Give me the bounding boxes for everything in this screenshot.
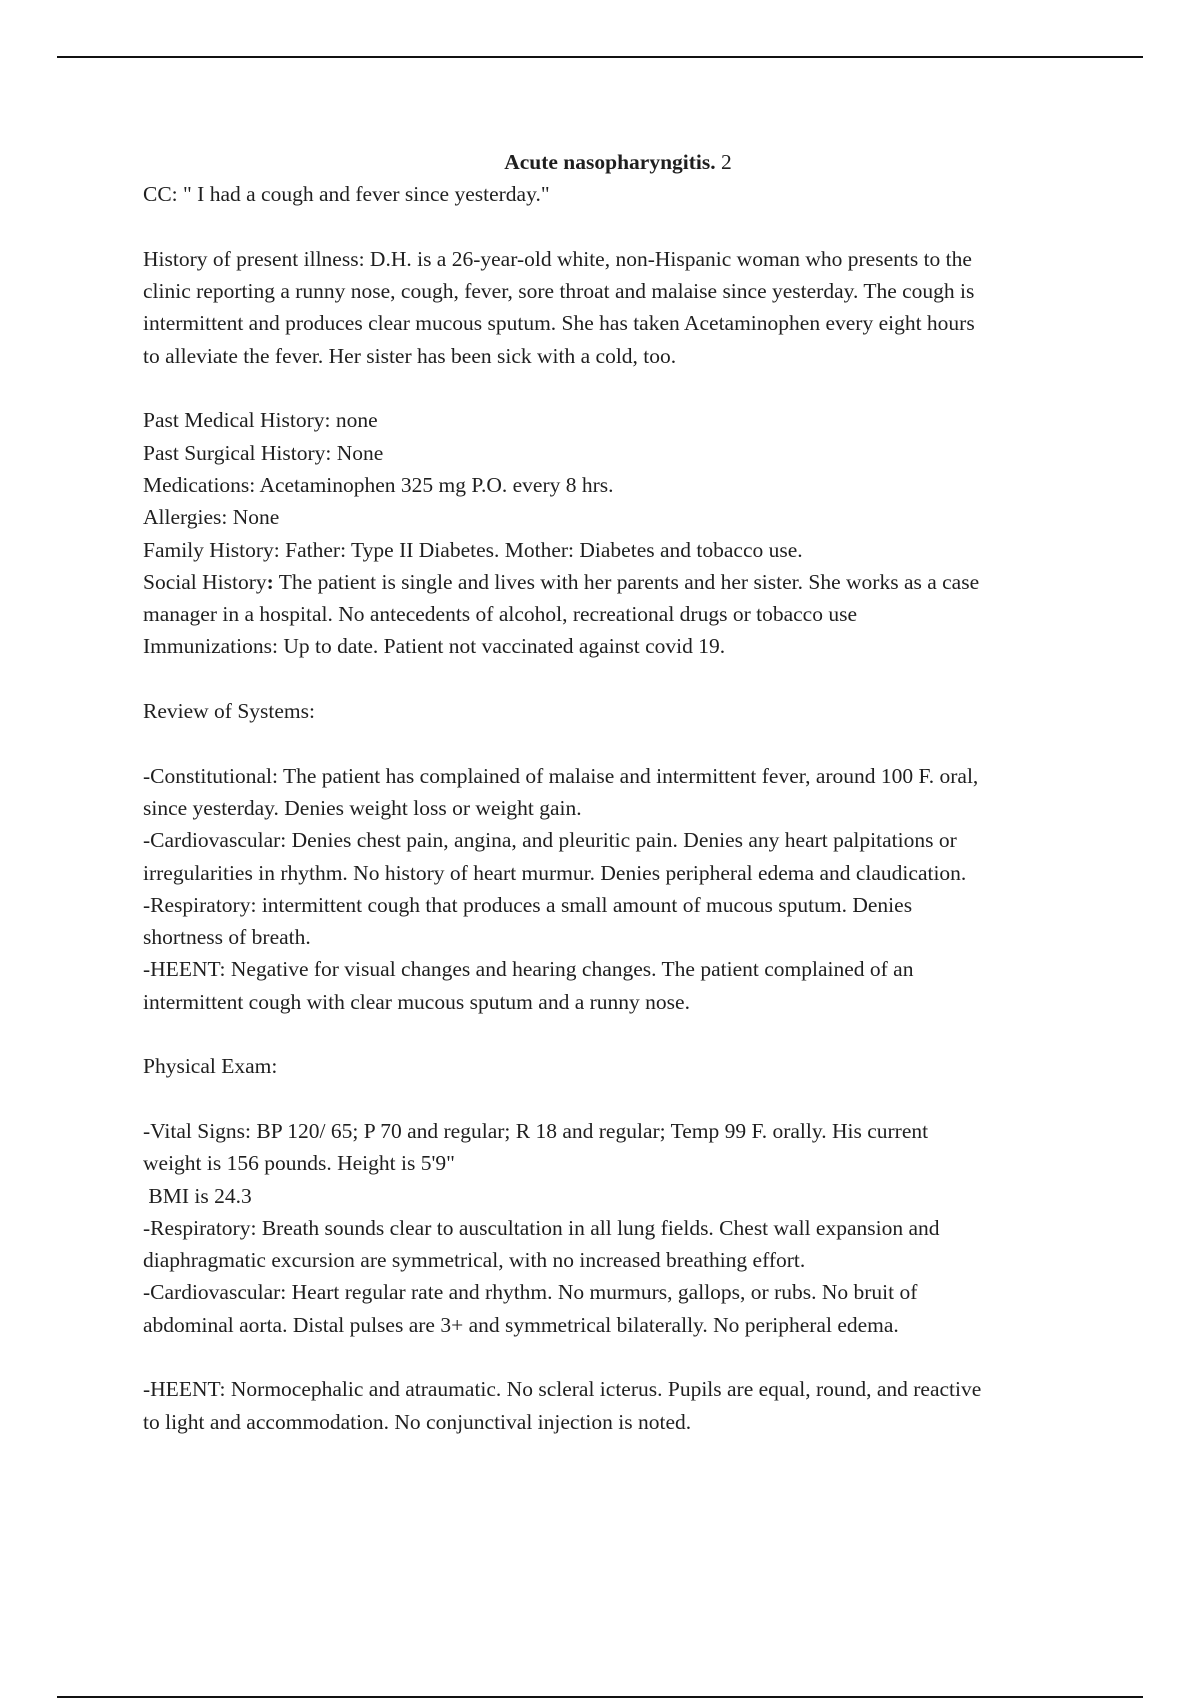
allergies: Allergies: None [143,505,280,530]
social-history-label: Social History [143,569,267,594]
physical-exam-heading: Physical Exam: [143,1054,278,1079]
history-of-present-illness [143,243,1093,372]
pe-line: weight is 156 pounds. Height is 5'9" [143,1151,455,1176]
social-history-colon: : [266,569,274,594]
past-surgical-history: Past Surgical History: None [143,440,384,465]
heent-exam [143,1373,1093,1438]
title-text: Acute nasopharyngitis. [504,150,716,174]
social-history-text: The patient is single and lives with her parents and her sister. She works as a case [273,569,980,594]
ros-heading: Review of Systems: [143,699,315,724]
medications: Medications: Acetaminophen 325 mg P.O. every 8 hrs. [143,472,614,497]
review-of-systems [143,760,1093,1018]
family-history: Family History: Father: Type II Diabetes. Mother: Diabetes and tobacco use. [143,537,803,562]
past-medical-history: Past Medical History: none [143,408,378,433]
ros-line: -HEENT: Negative for visual changes and hearing changes. The patient complained of an [143,957,914,982]
document-title [143,146,1093,178]
immunizations: Immunizations: Up to date. Patient not vaccinated against covid 19. [143,634,726,659]
social-history-continued: manager in a hospital. No antecedents of alcohol, recreational drugs or tobacco use [143,602,858,627]
hpi-line: intermittent and produces clear mucous sputum. She has taken Acetaminophen every eight hours [143,311,975,336]
physical-exam [143,1115,1093,1341]
hpi-line: clinic reporting a runny nose, cough, fever, sore throat and malaise since yesterday. The cough is [143,279,975,304]
chief-complaint: CC: " I had a cough and fever since yesterday." [143,182,550,207]
header-rule [57,56,1143,58]
pe-line: -Respiratory: Breath sounds clear to auscultation in all lung fields. Chest wall expansion and [143,1215,940,1240]
ros-line: irregularities in rhythm. No history of heart murmur. Denies peripheral edema and claudication. [143,860,967,885]
ros-line: shortness of breath. [143,925,311,950]
patient-history [143,404,1093,662]
pe-line: abdominal aorta. Distal pulses are 3+ and symmetrical bilaterally. No peripheral edema. [143,1312,899,1337]
title-number: 2 [721,150,732,174]
pe-line: -Cardiovascular: Heart regular rate and rhythm. No murmurs, gallops, or rubs. No bruit of [143,1280,918,1305]
footer-rule [57,1696,1143,1698]
hpi-line: to alleviate the fever. Her sister has been sick with a cold, too. [143,343,677,368]
pe-line: diaphragmatic excursion are symmetrical, with no increased breathing effort. [143,1248,806,1273]
hpi-line: History of present illness: D.H. is a 26-year-old white, non-Hispanic woman who presents to the [143,246,972,271]
ros-line: since yesterday. Denies weight loss or weight gain. [143,795,582,820]
social-history [143,566,1093,598]
ros-line: -Constitutional: The patient has complained of malaise and intermittent fever, around 100 F. oral, [143,763,979,788]
heent-line: to light and accommodation. No conjunctival injection is noted. [143,1409,692,1434]
pe-line: BMI is 24.3 [143,1183,252,1208]
ros-line: -Respiratory: intermittent cough that produces a small amount of mucous sputum. Denies [143,892,913,917]
heent-line: -HEENT: Normocephalic and atraumatic. No scleral icterus. Pupils are equal, round, and reactive [143,1377,982,1402]
document-body [143,146,1093,1438]
ros-line: -Cardiovascular: Denies chest pain, angina, and pleuritic pain. Denies any heart palpitations or [143,828,957,853]
pe-line: -Vital Signs: BP 120/ 65; P 70 and regular; R 18 and regular; Temp 99 F. orally. His current [143,1118,929,1143]
ros-line: intermittent cough with clear mucous sputum and a runny nose. [143,989,690,1014]
